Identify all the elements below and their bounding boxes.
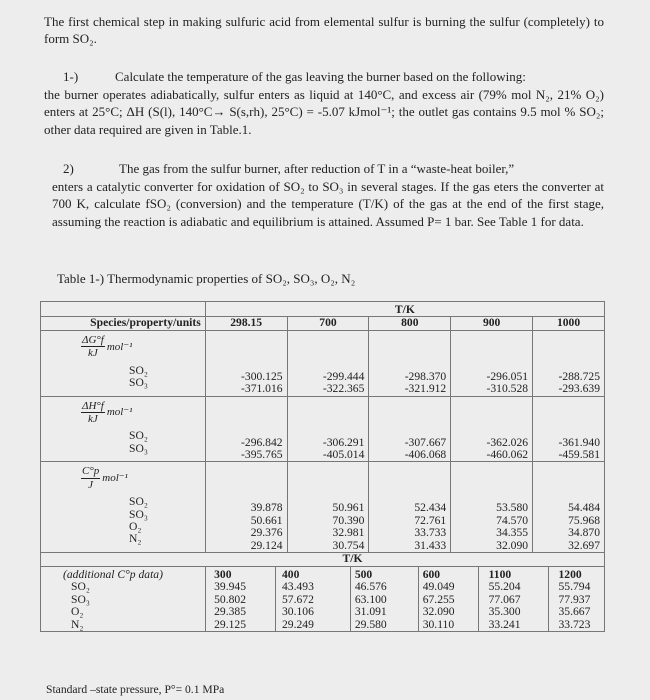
table-row: $\frac{C^\circ p}{J}$ mol⁻¹ SO₂ SO₃ O₂ N₂ 39.878 50.661 29.376 29.124 50.961 70.390 32.981 30.754 52.434 72.761 33.733 31.433 53.580 74.570 34.355 32.090 54.484 75.968 34.870 32.697 (41, 462, 605, 553)
footnote: Standard –state pressure, P°= 0.1 MPa (46, 683, 225, 696)
tk-header: T/K (205, 302, 604, 317)
additional-cp-row (41, 553, 605, 632)
table-row: $\frac{\Delta G^\circ f}{kJ}$ mol⁻¹ SO₂ SO₃ -300.125 -371.016 -299.444 -322.365 -298.370 -321.912 -296.051 -310.528 -288.725 -293.639 (41, 330, 605, 396)
temp-header: 900 (451, 317, 533, 330)
temp-header: 1000 (533, 317, 605, 330)
intro-paragraph: The first chemical step in making sulfuric acid from elemental sulfur is burning the sulfur (completely) to form SO₂. (44, 14, 604, 47)
q1-paragraph: the burner operates adiabatically, sulfur enters as liquid at 140°C, and excess air (79% mol N₂, 21% O₂) enters at 25°C; ΔH (S(l), 140°C→ S(s,rh), 25°C) = -5.07 kJmol⁻¹; the outlet gas contains 9.5 mol % SO₂; other data required are given in Table.1. (44, 87, 604, 137)
temp-header: 800 (369, 317, 451, 330)
q1-line1: Calculate the temperature of the gas leaving the burner based on the following: (115, 69, 526, 84)
additional-cp-label: (additional C°p data) (63, 568, 163, 582)
q1-first-line (63, 69, 623, 85)
q2-number: 2) (63, 161, 74, 176)
table-row: $\frac{\Delta H^\circ f}{kJ}$ mol⁻¹ SO₂ SO₃ -296.842 -395.765 -306.291 -405.014 -307.667 -406.068 -362.026 -460.062 -361.940 -459.581 (41, 396, 605, 462)
additional-tk-header: T/K (342, 552, 363, 566)
hf-property-label: $\frac{\Delta H^\circ f}{kJ}$ mol⁻¹ SO₂ SO₃ (41, 396, 206, 462)
temp-header: 700 (287, 317, 369, 330)
q2-line1: The gas from the sulfur burner, after reduction of T in a “waste-heat boiler,” (119, 161, 515, 176)
additional-cp-table: (additional C°p data) SO₂ SO₃ O₂ N₂ 300 39.945 50.802 29.385 29.125 400 43.493 57.672 30.106 29.249 500 46.576 63.100 31.091 29.580 600 49.049 67.255 32.090 30.110 1100 55.204 77.067 35.300 33.241 1200 55.794 77.937 35.667 33.723 (41, 566, 604, 631)
thermo-table (40, 301, 605, 632)
gf-property-label: $\frac{\Delta G^\circ f}{kJ}$ mol⁻¹ SO₂ SO₃ (41, 330, 206, 396)
q2-paragraph: enters a catalytic converter for oxidation of SO₂ to SO₃ in several stages. If the gas eters the converter at 700 K, calculate fSO₂ (conversion) and the temperature (T/K) of the gas at the end of the first stage, assuming the reaction is adiabatic and equilibrium is attained. Assumed P= 1 bar. See Table 1 for data. (52, 179, 604, 229)
q2-first-line (63, 161, 623, 177)
cp-property-label: $\frac{C^\circ p}{J}$ mol⁻¹ SO₂ SO₃ O₂ N₂ (41, 462, 206, 553)
q1-number: 1-) (63, 69, 79, 84)
header-label: Species/property/units (41, 317, 206, 330)
temp-header: 298.15 (205, 317, 287, 330)
table-caption: Table 1-) Thermodynamic properties of SO₂, SO₃, O₂, N₂ (57, 271, 356, 286)
